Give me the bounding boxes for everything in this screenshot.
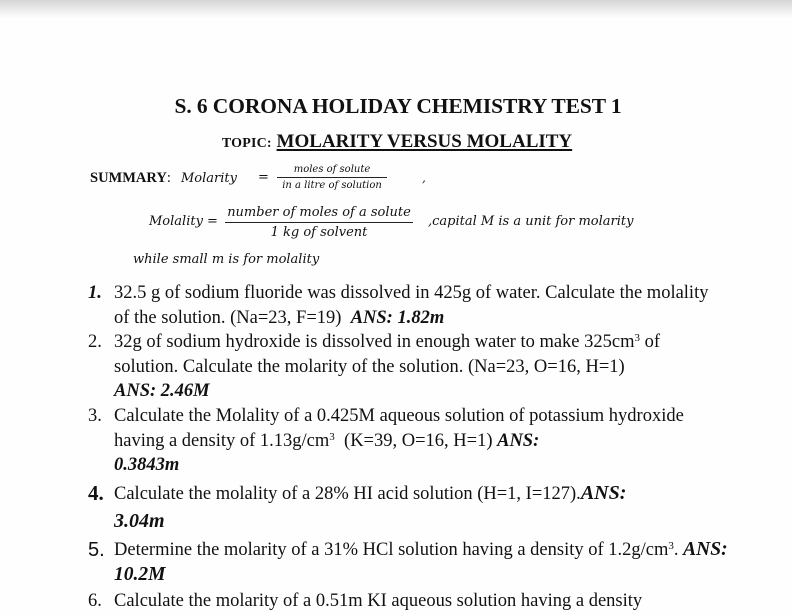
question-item: [88, 589, 728, 614]
document-title: S. 6 CORONA HOLIDAY CHEMISTRY TEST 1: [174, 94, 622, 118]
question-text: 32g of sodium hydroxide is dissolved in enough water to make 325cm: [114, 332, 635, 353]
question-number: 3.: [88, 405, 102, 426]
question-item: [88, 330, 728, 404]
question-number: 2.: [88, 332, 102, 353]
fraction-bar: [225, 222, 413, 223]
molarity-denominator: in a litre of solution: [282, 180, 382, 191]
question-item: [88, 404, 728, 478]
molality-numerator: number of moles of a solute: [227, 205, 411, 220]
question-text: Calculate the Molality of a 0.425M aqueous solution of potassium hydroxide having a density of 1.13g/cm: [114, 405, 684, 451]
superscript: 3: [329, 430, 335, 443]
answer: ANS: 2.46M: [114, 381, 210, 402]
summary-label: SUMMARY:: [90, 170, 171, 186]
question-number: 4.: [88, 480, 104, 505]
fraction-bar: [277, 177, 387, 178]
question-text: Calculate the molarity of a 0.51m KI aqueous solution having a density: [114, 590, 643, 611]
formula-comma: ,: [422, 171, 426, 185]
question-text-continued: .: [673, 540, 684, 561]
unit-note-continued: while small m is for molality: [133, 252, 320, 267]
question-number: 1.: [88, 283, 102, 303]
answer: ANS: 1.82m: [350, 307, 445, 328]
superscript: 3: [634, 332, 640, 345]
question-text-continued: of solution. Calculate the molarity of the solution. (Na=23, O=16, H=1): [114, 332, 661, 377]
answer-label: ANS:: [497, 430, 540, 451]
molality-denominator: 1 kg of solvent: [270, 225, 368, 240]
molarity-fraction: [277, 163, 387, 192]
molarity-term: Molarity: [181, 171, 237, 186]
molarity-numerator: moles of solute: [293, 164, 371, 175]
equals-sign: =: [258, 170, 269, 185]
summary-molality-formula: [149, 204, 669, 244]
viewer-top-shadow: [0, 0, 792, 18]
superscript: 3: [668, 540, 674, 553]
answer: ANS: 10.2M: [114, 539, 728, 585]
question-text: Determine the molarity of a 31% HCl solution having a density of 1.2g/cm: [114, 540, 669, 561]
summary-molarity-formula: [90, 163, 510, 195]
question-text: 32.5 g of sodium fluoride was dissolved in 425g of water. Calculate the molality of the solution. (Na=23, F=19): [114, 283, 709, 328]
unit-note: ,capital M is a unit for molarity: [428, 214, 634, 229]
answer-label: ANS:: [580, 481, 627, 504]
topic-value: MOLARITY VERSUS MOLALITY: [276, 131, 573, 152]
question-item: [88, 481, 728, 537]
question-text: Calculate the molality of a 28% HI acid solution (H=1, I=127).: [114, 483, 581, 504]
question-item: [88, 281, 728, 330]
answer-value: 0.3843m: [114, 455, 180, 476]
question-number: 6.: [88, 590, 102, 611]
topic-label: TOPIC:: [221, 136, 272, 151]
answer-value: 3.04m: [114, 510, 165, 533]
question-text-continued: (K=39, O=16, H=1): [334, 430, 493, 451]
question-number: 5.: [88, 539, 105, 562]
topic-heading: [0, 131, 792, 153]
molality-fraction: [225, 204, 413, 241]
question-list: [88, 281, 728, 613]
molality-term: Molality =: [149, 214, 218, 229]
question-item: [88, 538, 728, 587]
